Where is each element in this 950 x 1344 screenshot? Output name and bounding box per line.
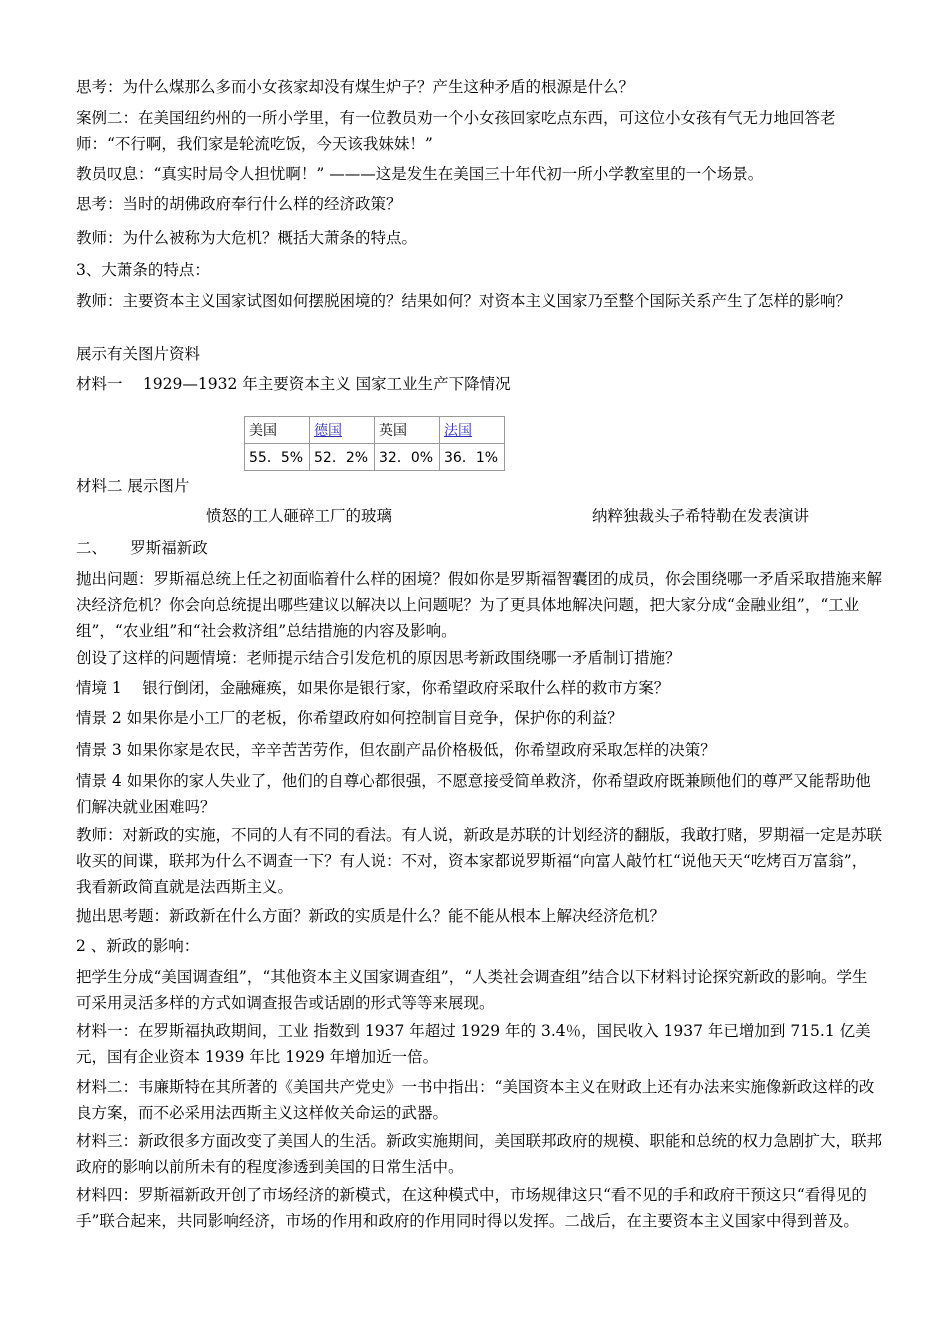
production-decline-table <box>244 416 505 471</box>
table-cell: 52．2% <box>310 444 375 471</box>
section-depression-features: 3、大萧条的特点： <box>76 261 210 279</box>
material-four-text: 材料四：罗斯福新政开创了市场经济的新模式，在这种模式中，市场规律这只“看不见的手和政府干预这只“看得见的手”联合起来，共同影响经济，市场的作用和政府的作用同时得以发挥。二战后，在主要资本主义国家中得到普及。 <box>76 1186 867 1230</box>
situation-1: 情境 1 银行倒闭，金融瘫痪，如果你是银行家，你希望政府采取什么样的救市方案？ <box>76 679 670 697</box>
problem-situation: 创设了这样的问题情境：老师提示结合引发危机的原因思考新政围绕哪一矛盾制订措施？ <box>76 649 681 667</box>
material-one-text: 材料一：在罗斯福执政期间，工业 指数到 1937 年超过 1929 年的 3.4％，国民收入 1937 年已增加到 715.1 亿美元，国有企业资本 1939 年比 1929 年增加近一倍。 <box>76 1022 871 1066</box>
student-groups: 把学生分成“美国调查组”，“其他资本主义国家调查组”，“人类社会调查组”结合以下材料讨论探究新政的影响。学生可采用灵活多样的方式如调查报告或话剧的形式等等来展现。 <box>76 968 868 1012</box>
table-header-cell: 美国 <box>245 417 310 444</box>
teacher-question-crisis: 教师：为什么被称为大危机？概括大萧条的特点。 <box>76 229 418 247</box>
material-two-text: 材料二：韦廉斯特在其所著的《美国共产党史》一书中指出：“美国资本主义在财政上还有办法来实施像新政这样的改良方案，而不必采用法西斯主义这样攸关命运的武器。 <box>76 1078 875 1122</box>
material-two-title: 材料二 展示图片 <box>76 477 190 495</box>
table-cell: 55．5% <box>245 444 310 471</box>
section-impact: 2 、新政的影响： <box>76 937 200 955</box>
question-new-deal: 抛出思考题：新政新在什么方面？新政的实质是什么？能不能从根本上解决经济危机？ <box>76 907 666 925</box>
show-images: 展示有关图片资料 <box>76 345 201 363</box>
teacher-sigh: 教员叹息：“真实时局令人担忧啊！” ———这是发生在美国三十年代初一所小学教室里的一个场景。 <box>76 165 764 183</box>
teacher-question-escape: 教师：主要资本主义国家试图如何摆脱困境的？结果如何？对资本主义国家乃至整个国际关系产生了怎样的影响？ <box>76 292 852 310</box>
material-three-text: 材料三：新政很多方面改变了美国人的生活。新政实施期间，美国联邦政府的规模、职能和总统的权力急剧扩大，联邦政府的影响以前所未有的程度渗透到美国的日常生活中。 <box>76 1132 883 1176</box>
table-header-cell[interactable] <box>440 417 505 444</box>
caption-workers: 愤怒的工人砸碎工厂的玻璃 <box>206 507 393 525</box>
table-row <box>245 444 505 471</box>
situation-3: 情景 3 如果你家是农民，辛辛苦苦劳作，但农副产品价格极低，你希望政府采取怎样的决策？ <box>76 741 716 759</box>
table-header-cell[interactable] <box>310 417 375 444</box>
table-row <box>245 417 505 444</box>
situation-2: 情景 2 如果你是小工厂的老板，你希望政府如何控制盲目竞争，保护你的利益？ <box>76 709 623 727</box>
material-one-title: 材料一 1929—1932 年主要资本主义 国家工业生产下降情况 <box>76 375 511 393</box>
caption-hitler: 纳粹独裁头子希特勒在发表演讲 <box>592 507 810 525</box>
problem-roosevelt: 抛出问题：罗斯福总统上任之初面临着什么样的困境？假如你是罗斯福智囊团的成员，你会围绕哪一矛盾采取措施来解决经济危机？你会向总统提出哪些建议以解决以上问题呢？为了更具体地解决问题，把大家分成“金融业组”，“工业组”，“农业组”和“社会救济组”总结措施的内容及影响。 <box>76 570 883 640</box>
table-cell: 32．0% <box>375 444 440 471</box>
table-header-cell: 英国 <box>375 417 440 444</box>
germany-link[interactable]: 德国 <box>314 423 342 439</box>
table-cell: 36．1% <box>440 444 505 471</box>
situation-4: 情景 4 如果你的家人失业了，他们的自尊心都很强，不愿意接受简单救济，你希望政府既兼顾他们的尊严又能帮助他们解决就业困难吗？ <box>76 772 871 816</box>
france-link[interactable]: 法国 <box>444 423 472 439</box>
teacher-views: 教师：对新政的实施，不同的人有不同的看法。有人说，新政是苏联的计划经济的翻版，我敢打赌，罗期福一定是苏联收买的间谍，联邦为什么不调查一下？有人说：不对，资本家都说罗斯福“向富人敲竹杠“说他天天“吃烤百万富翁”，我看新政简直就是法西斯主义。 <box>76 826 883 896</box>
question-hoover: 思考：当时的胡佛政府奉行什么样的经济政策？ <box>76 195 402 213</box>
section-new-deal: 二、 罗斯福新政 <box>76 539 208 557</box>
question-coal: 思考：为什么煤那么多而小女孩家却没有煤生炉子？产生这种矛盾的根源是什么？ <box>76 78 635 96</box>
case-two: 案例二：在美国纽约州的一所小学里，有一位教员劝一个小女孩回家吃点东西，可这位小女孩有气无力地回答老师：“不行啊，我们家是轮流吃饭，今天该我妹妹！” <box>76 109 836 153</box>
